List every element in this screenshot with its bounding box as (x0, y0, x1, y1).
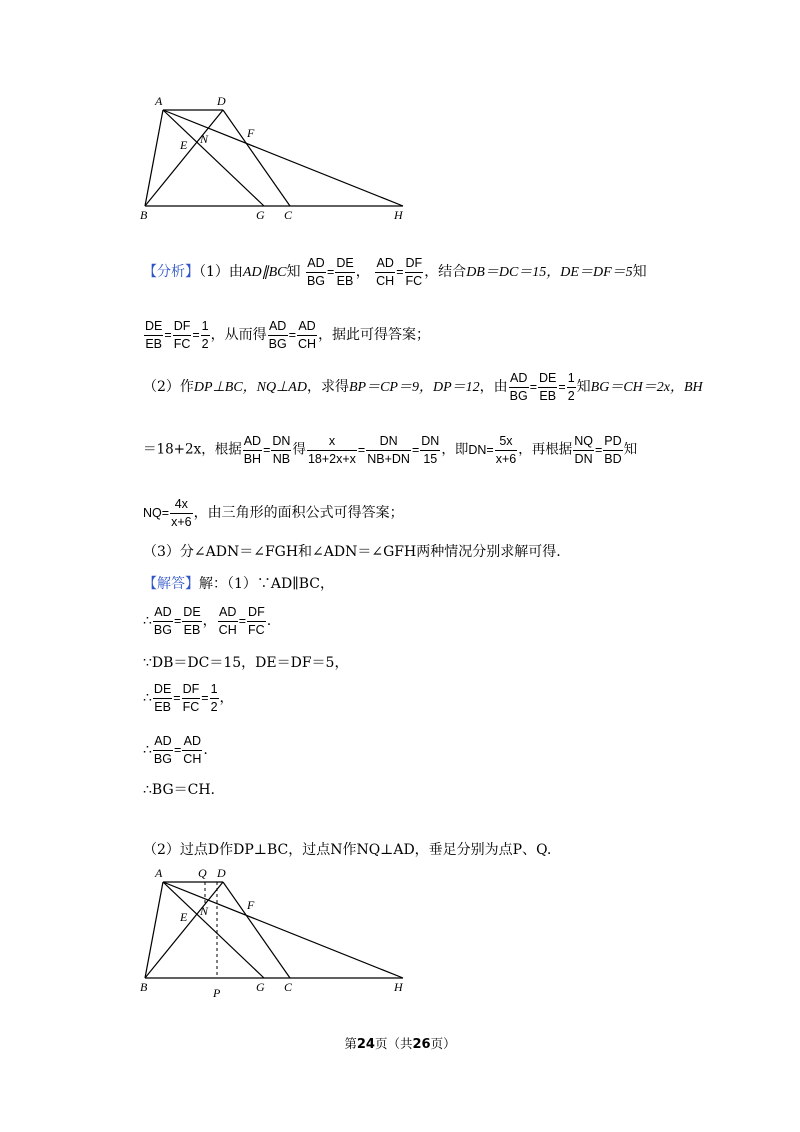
analysis-tag: 【分析】 (143, 264, 199, 280)
fraction: $\frac{5x}{x+6}$ (495, 434, 517, 466)
fig2-label-A: A (155, 866, 163, 880)
fraction: $\frac{DF}{FC}$ (182, 682, 200, 714)
fig2-label-D: D (217, 866, 226, 880)
fig2-label-B: B (140, 980, 148, 994)
fig1-label-H: H (394, 208, 403, 222)
fig1-label-B: B (140, 208, 148, 222)
fig1-label-F: F (247, 126, 255, 140)
fraction: $\frac{1}{2}$ (201, 319, 209, 351)
analysis-line-6: （3）分∠ADN＝∠FGH和∠ADN＝∠GFH两种情况分别求解可得. (143, 544, 561, 560)
total-page-count: 26 (412, 1037, 431, 1052)
solution-line-3: ∵DB＝DC＝15，DE＝DF＝5， (143, 655, 349, 671)
fraction: $\frac{AD}{CH}$ (183, 734, 202, 766)
fraction: $\frac{AD}{BG}$ (509, 371, 528, 403)
solution-line-2: ∴ $\frac{AD}{BG}$ = $\frac{DE}{EB}$ ， $\frac{AD}{CH}$ = $\frac{DF}{FC}$ . (143, 605, 272, 637)
fraction: $\frac{1}{2}$ (567, 371, 575, 403)
fig1-label-C: C (284, 208, 293, 222)
fraction: $\frac{DF}{FC}$ (173, 319, 191, 351)
analysis-line-2: $\frac{DE}{EB}$ = $\frac{DF}{FC}$ = $\frac{1}{2}$ ，从而得 $\frac{AD}{BG}$ = $\frac{AD}{CH}$ ，据此可得答案； (145, 319, 431, 351)
fraction: $\frac{AD}{CH}$ (298, 319, 317, 351)
fraction: $\frac{AD}{BG}$ (153, 605, 172, 637)
analysis-line-3: （2）作DP⊥BC，NQ⊥AD，求得BP＝CP＝9，DP＝12，由 $\frac{AD}{BG}$ = $\frac{DE}{EB}$ = $\frac{1}{2}$ 知BG＝CH＝2x，BH (143, 371, 703, 403)
geometry-figure-2 (135, 862, 415, 1004)
fraction: $\frac{AD}{BG}$ (268, 319, 287, 351)
fraction: $\frac{NQ}{DN}$ (574, 434, 593, 466)
analysis-line-4: ＝18+2x，根据 $\frac{AD}{BH}$ = $\frac{DN}{NB}$ 得 $\frac{x}{18+2x+x}$ = $\frac{DN}{NB+DN}$ = $\frac{DN}{15}$ ，即DN= $\frac{5x}{x+6}$ ，再根据 $\frac{NQ}{DN}$ = $\frac{PD}{BD}$ 知 (143, 434, 638, 466)
fraction: $\frac{AD}{BH}$ (243, 434, 262, 466)
fig1-label-N: N (200, 132, 209, 146)
fraction: $\frac{DN}{NB+DN}$ (367, 434, 410, 466)
fig2-label-C: C (284, 980, 293, 994)
fraction: $\frac{AD}{BG}$ (306, 256, 325, 288)
fraction: $\frac{4x}{x+6}$ (171, 497, 192, 529)
fraction: $\frac{DE}{EB}$ (145, 319, 163, 351)
fraction: $\frac{DE}{EB}$ (539, 371, 557, 403)
fig2-label-G: G (256, 980, 265, 994)
fraction: $\frac{AD}{BG}$ (153, 734, 172, 766)
fraction: $\frac{DE}{EB}$ (153, 682, 172, 714)
solution-tag: 【解答】 (143, 576, 199, 592)
fig2-label-N: N (200, 904, 209, 918)
analysis-line-1: 【分析】（1）由AD∥BC知 $\frac{AD}{BG}$ = $\frac{DE}{EB}$ ， $\frac{AD}{CH}$ = $\frac{DF}{FC}$ ，结合DB＝DC＝15，DE＝DF＝5知 (143, 256, 647, 288)
solution-line-5: ∴ $\frac{AD}{BG}$ = $\frac{AD}{CH}$ . (143, 734, 208, 766)
page-footer: 第24页（共26页） (344, 1036, 456, 1052)
fraction: $\frac{x}{18+2x+x}$ (307, 434, 356, 466)
solution-line-7: （2）过点D作DP⊥BC，过点N作NQ⊥AD，垂足分别为点P、Q. (143, 842, 552, 858)
fraction: $\frac{AD}{CH}$ (218, 605, 237, 637)
fraction: $\frac{DF}{FC}$ (405, 256, 423, 288)
fraction: $\frac{DN}{NB}$ (272, 434, 291, 466)
fig2-label-E: E (180, 910, 188, 924)
fig2-label-P: P (213, 986, 221, 1000)
fraction: $\frac{1}{2}$ (210, 682, 218, 714)
fraction: $\frac{PD}{BD}$ (604, 434, 622, 466)
fraction: $\frac{DE}{EB}$ (183, 605, 201, 637)
fig2-label-Q: Q (198, 866, 207, 880)
fraction: $\frac{DN}{15}$ (421, 434, 440, 466)
fraction: $\frac{DF}{FC}$ (248, 605, 265, 637)
fraction: $\frac{DE}{EB}$ (336, 256, 354, 288)
solution-line-1: 【解答】解：（1）∵AD∥BC， (143, 576, 334, 592)
fig1-label-D: D (217, 94, 226, 108)
solution-line-6: ∴BG＝CH. (143, 782, 216, 798)
fig1-label-E: E (180, 138, 188, 152)
fig1-label-G: G (256, 208, 265, 222)
fig1-label-A: A (155, 94, 163, 108)
current-page-number: 24 (356, 1037, 375, 1052)
fraction: $\frac{AD}{CH}$ (376, 256, 395, 288)
solution-line-4: ∴ $\frac{DE}{EB}$ = $\frac{DF}{FC}$ = $\frac{1}{2}$ ， (143, 682, 234, 714)
fig2-label-H: H (394, 980, 403, 994)
geometry-figure-1 (135, 92, 415, 224)
analysis-line-5: NQ= $\frac{4x}{x+6}$ ，由三角形的面积公式可得答案； (143, 497, 404, 529)
fig2-label-F: F (247, 898, 255, 912)
